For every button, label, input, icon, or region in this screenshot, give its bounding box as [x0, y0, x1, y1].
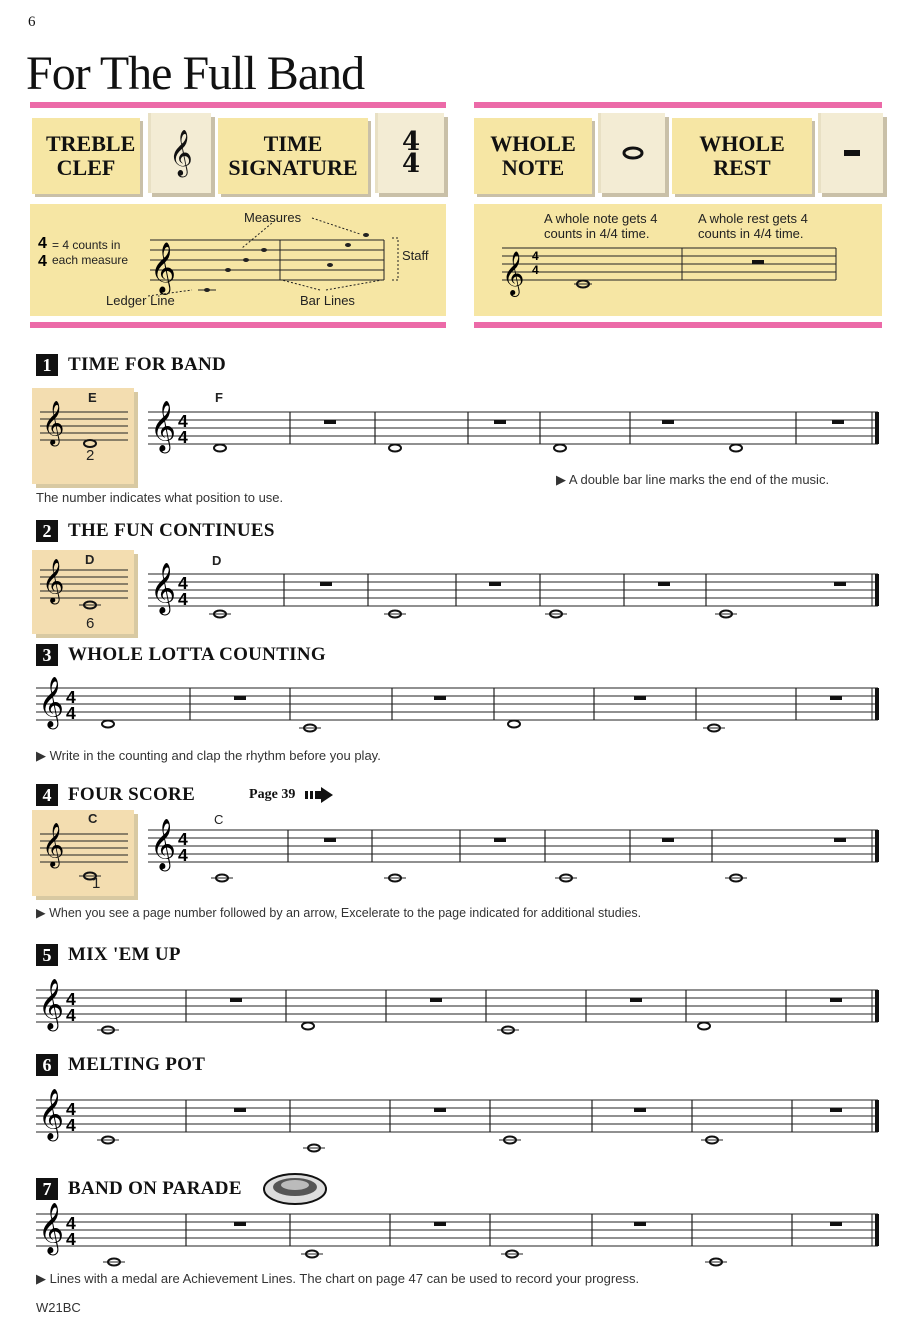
time-signature: 4	[66, 1229, 76, 1249]
whole-note	[389, 445, 401, 452]
exercise-title: THE FUN CONTINUES	[68, 520, 275, 541]
double-bar	[875, 688, 879, 720]
whole-rest	[434, 1108, 446, 1112]
staff-label: Staff	[402, 248, 429, 263]
double-bar	[875, 1214, 879, 1246]
card-finger-number: 1	[92, 875, 101, 892]
whole-rest	[324, 838, 336, 842]
whole-note	[302, 1023, 314, 1030]
tip-double-bar: ▶ A double bar line marks the end of the music.	[556, 472, 830, 487]
svg-text:𝄞: 𝄞	[150, 243, 177, 292]
first-note-label: D	[212, 553, 222, 568]
double-bar	[875, 990, 879, 1022]
ledger-line-label: Ledger Line	[106, 293, 175, 308]
time-signature: 4	[178, 845, 188, 865]
exercise-title: BAND ON PARADE	[68, 1178, 242, 1199]
whole-note-label: WHOLE NOTE	[474, 118, 592, 194]
time-signature: 4	[66, 1099, 76, 1119]
whole-rest	[662, 838, 674, 842]
double-bar	[875, 574, 879, 606]
treble-clef-icon: 𝄞	[150, 563, 177, 613]
time-signature: 4	[178, 427, 188, 447]
treble-clef-icon: 𝄞	[38, 979, 65, 1029]
whole-rest	[230, 998, 242, 1002]
treble-clef-icon: 𝄞	[42, 560, 65, 603]
whole-rest	[494, 420, 506, 424]
svg-text:𝄞: 𝄞	[502, 253, 525, 295]
counts-note: = 4 counts in each measure	[52, 238, 129, 267]
whole-rest	[320, 582, 332, 586]
whole-rest	[494, 838, 506, 842]
whole-rest	[489, 582, 501, 586]
exercise-number: 3	[36, 644, 58, 666]
page-title: For The Full Band	[26, 47, 365, 100]
whole-note	[84, 440, 96, 447]
treble-clef-icon: 𝄞	[38, 1203, 65, 1253]
exercise-number: 5	[36, 944, 58, 966]
first-note-label: F	[215, 390, 223, 405]
whole-rest	[830, 696, 842, 700]
whole-note	[698, 1023, 710, 1030]
whole-rest	[630, 998, 642, 1002]
treble-clef-label: TREBLE CLEF	[32, 118, 140, 194]
time-signature: 4	[178, 829, 188, 849]
whole-rest	[634, 1222, 646, 1226]
treble-clef-icon: 𝄞	[38, 677, 65, 727]
time-signature: 4	[66, 703, 76, 723]
whole-rest	[634, 696, 646, 700]
whole-rest	[234, 1108, 246, 1112]
whole-note	[508, 721, 520, 728]
svg-text:4: 4	[532, 263, 539, 277]
exercise-number: 7	[36, 1178, 58, 1200]
whole-rest	[830, 998, 842, 1002]
exercise-title: TIME FOR BAND	[68, 354, 227, 375]
whole-rest	[830, 1108, 842, 1112]
time-signature: 4	[178, 411, 188, 431]
whole-rest-info: A whole rest gets 4 counts in 4/4 time.	[698, 211, 808, 241]
page-number: 6	[28, 14, 36, 30]
svg-text:4: 4	[38, 235, 47, 252]
footnote: The number indicates what position to use.	[36, 490, 284, 505]
exercise-number: 6	[36, 1054, 58, 1076]
svg-text:4: 4	[532, 249, 539, 263]
bar-lines-label: Bar Lines	[300, 293, 355, 308]
footer-code: W21BC	[36, 1300, 81, 1315]
whole-rest-label: WHOLE REST	[672, 118, 812, 194]
whole-rest	[830, 1222, 842, 1226]
exercise-title: FOUR SCORE	[68, 784, 196, 805]
footnote: ▶ When you see a page number followed by an arrow, Excelerate to the page indicated for additional studies.	[36, 906, 642, 920]
time-signature: 4	[178, 589, 188, 609]
whole-rest	[234, 696, 246, 700]
whole-rest	[434, 696, 446, 700]
exercise-number: 1	[36, 354, 58, 376]
time-signature-icon: 4 4	[375, 113, 444, 193]
measures-label: Measures	[244, 210, 302, 225]
time-signature: 4	[66, 989, 76, 1009]
time-signature: 4	[66, 1005, 76, 1025]
exercise-title: WHOLE LOTTA COUNTING	[68, 644, 326, 665]
card-note-label: C	[88, 811, 98, 826]
whole-note	[730, 445, 742, 452]
exercise-title: MELTING POT	[68, 1054, 206, 1075]
page-reference: Page 39	[249, 787, 296, 802]
treble-clef-icon: 𝄞	[150, 401, 177, 451]
double-bar	[875, 412, 879, 444]
treble-clef-icon: 𝄞	[42, 824, 65, 867]
footnote: ▶ Lines with a medal are Achievement Lines. The chart on page 47 can be used to record your progress.	[36, 1271, 640, 1286]
treble-clef-icon: 𝄞	[42, 402, 65, 445]
exercise-number: 2	[36, 520, 58, 542]
whole-note-info: A whole note gets 4 counts in 4/4 time.	[544, 211, 658, 241]
whole-note	[102, 721, 114, 728]
time-signature: 4	[66, 1213, 76, 1233]
whole-rest	[430, 998, 442, 1002]
whole-note	[214, 445, 226, 452]
card-finger-number: 2	[86, 447, 95, 464]
footnote: ▶ Write in the counting and clap the rhythm before you play.	[36, 748, 381, 763]
whole-rest	[834, 838, 846, 842]
whole-rest	[834, 582, 846, 586]
double-bar	[875, 1100, 879, 1132]
whole-note	[554, 445, 566, 452]
whole-rest	[832, 420, 844, 424]
first-note-label: C	[214, 812, 224, 827]
whole-rest	[234, 1222, 246, 1226]
card-finger-number: 6	[86, 615, 95, 632]
treble-clef-icon: 𝄞	[150, 819, 177, 869]
whole-rest	[324, 420, 336, 424]
time-signature: 4	[178, 573, 188, 593]
whole-rest	[634, 1108, 646, 1112]
card-note-label: D	[85, 552, 95, 567]
time-signature: 4	[66, 1115, 76, 1135]
time-signature-label: TIME SIGNATURE	[218, 118, 368, 194]
whole-rest	[434, 1222, 446, 1226]
exercise-title: MIX 'EM UP	[68, 944, 181, 965]
treble-clef-icon: 𝄞	[148, 113, 211, 193]
exercise-number: 4	[36, 784, 58, 806]
treble-clef-icon: 𝄞	[38, 1089, 65, 1139]
time-signature: 4	[66, 687, 76, 707]
whole-rest	[662, 420, 674, 424]
svg-text:4: 4	[38, 253, 47, 270]
double-bar	[875, 830, 879, 862]
card-note-label: E	[88, 390, 97, 405]
whole-rest	[658, 582, 670, 586]
